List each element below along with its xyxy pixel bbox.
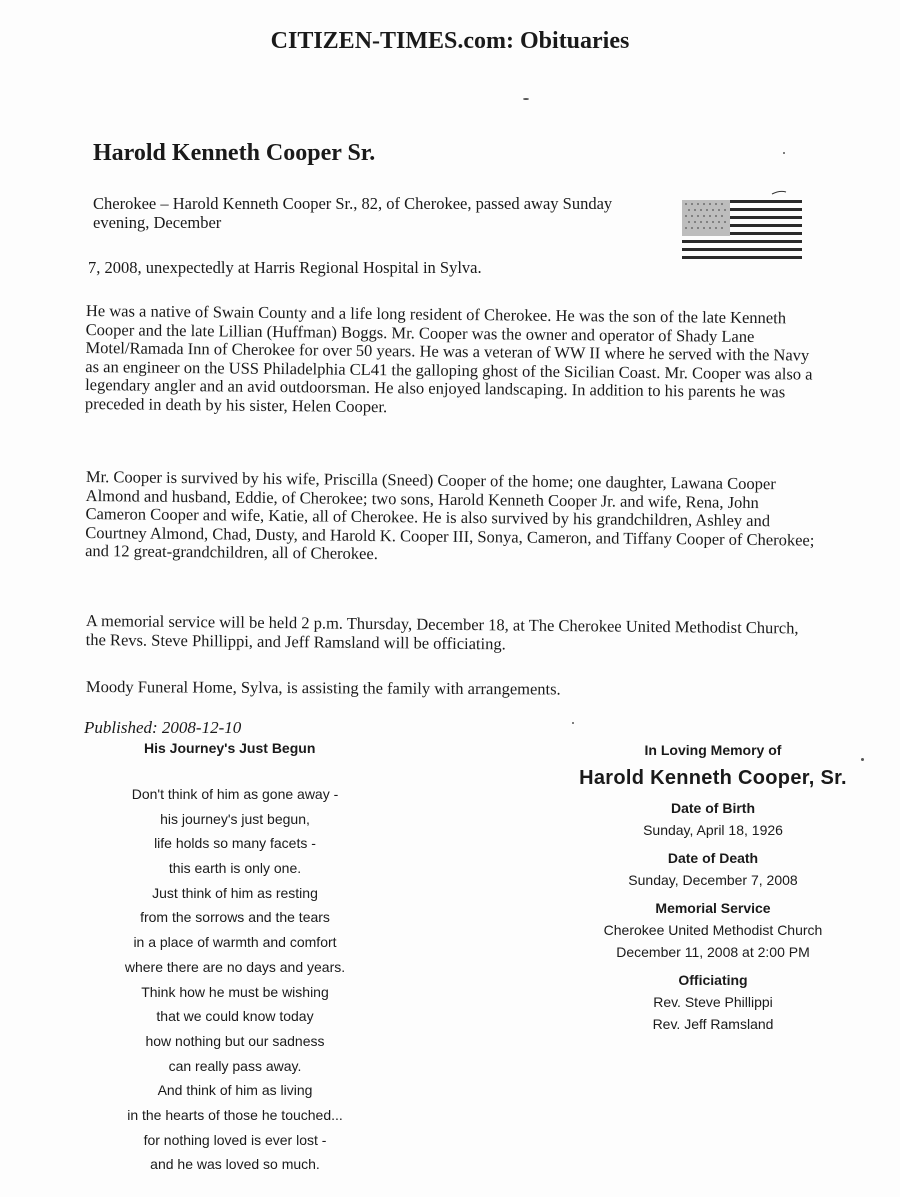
poem-line: how nothing but our sadness bbox=[145, 1032, 325, 1049]
site-title: CITIZEN-TIMES.com: Obituaries bbox=[270, 28, 630, 54]
obituary-intro: Cherokee – Harold Kenneth Cooper Sr., 82, of Cherokee, passed away Sunday evening, December bbox=[93, 194, 613, 232]
poem-line: Think how he must be wishing bbox=[141, 983, 329, 1000]
published-date: Published: 2008-12-10 bbox=[84, 718, 242, 737]
obituary-paragraph-funeral-home: Moody Funeral Home, Sylva, is assisting the family with arrangements. bbox=[85, 677, 561, 699]
poem-line: for nothing loved is ever lost - bbox=[143, 1131, 327, 1148]
officiating-label: Officiating bbox=[678, 972, 748, 988]
us-flag-icon bbox=[680, 188, 806, 264]
poem-line: in a place of warmth and comfort bbox=[133, 934, 337, 951]
death-value: Sunday, December 7, 2008 bbox=[628, 872, 798, 888]
officiant: Rev. Jeff Ramsland bbox=[652, 1016, 774, 1032]
officiant: Rev. Steve Phillippi bbox=[653, 994, 773, 1010]
death-label: Date of Death bbox=[667, 850, 759, 866]
poem-line: Don't think of him as gone away - bbox=[131, 786, 339, 802]
poem-line: this earth is only one. bbox=[168, 860, 302, 877]
birth-label: Date of Birth bbox=[671, 800, 755, 816]
poem-line: life holds so many facets - bbox=[154, 835, 316, 852]
obituary-paragraph-biography: He was a native of Swain County and a life long resident of Cherokee. He was the son of the late Kenneth Cooper and the late Lillian (Huffman) Boggs. Mr. Cooper was the owner and operator of Shady Lane Motel/Ramada Inn of Cherokee for over 50 years. He was a veteran of WW II where he served with the Navy as an engineer on the USS Philadelphia CL41 the galloping ghost of the Sicilian Coast. Mr. Cooper was also a legendary angler and an avid outdoorsman. He also enjoyed landscaping. In addition to his parents he was preceded in death by his sister, Helen Cooper. bbox=[84, 301, 813, 416]
scan-speck bbox=[861, 758, 864, 761]
obituary-paragraph-memorial: A memorial service will be held 2 p.m. Thursday, December 18, at The Cherokee United Methodist Church, the Revs. Steve Phillippi, and Jeff Ramsland will be officiating. bbox=[85, 611, 799, 653]
service-place: Cherokee United Methodist Church bbox=[603, 922, 823, 938]
service-label: Memorial Service bbox=[655, 900, 771, 916]
scan-speck bbox=[572, 722, 574, 724]
scan-speck bbox=[523, 98, 529, 100]
poem-line: his journey's just begun, bbox=[160, 810, 310, 827]
obituary-name: Harold Kenneth Cooper Sr. bbox=[93, 140, 376, 166]
poem-line: from the sorrows and the tears bbox=[140, 909, 330, 926]
service-date: December 11, 2008 at 2:00 PM bbox=[616, 944, 810, 960]
poem-title: His Journey's Just Begun bbox=[144, 740, 316, 756]
poem-line: can really pass away. bbox=[168, 1057, 302, 1074]
poem-line: And think of him as living bbox=[157, 1082, 313, 1099]
poem-line: in the hearts of those he touched... bbox=[127, 1106, 343, 1123]
poem-line: where there are no days and years. bbox=[124, 958, 346, 975]
memorial-name: Harold Kenneth Cooper, Sr. bbox=[579, 767, 847, 789]
poem-line: and he was loved so much. bbox=[150, 1156, 320, 1173]
memorial-card bbox=[548, 739, 878, 1035]
obituary-intro-continued: 7, 2008, unexpectedly at Harris Regional Hospital in Sylva. bbox=[88, 258, 482, 277]
poem bbox=[70, 782, 400, 1177]
poem-line: that we could know today bbox=[156, 1008, 314, 1025]
memorial-heading: In Loving Memory of bbox=[644, 742, 782, 758]
birth-value: Sunday, April 18, 1926 bbox=[643, 822, 783, 838]
obituary-paragraph-survivors: Mr. Cooper is survived by his wife, Priscilla (Sneed) Cooper of the home; one daughter, Lawana Cooper Almond and husband, Eddie, of Cherokee; two sons, Harold Kenneth Cooper Jr. and wife, Rena, John Cameron Cooper and wife, Katie, all of Cherokee. He is also survived by his grandchildren, Ashley and Courtney Almond, Chad, Dusty, and Harold K. Cooper III, Sonya, Cameron, and Tiffany Cooper of Cherokee; and 12 great-grandchildren, all of Cherokee. bbox=[85, 467, 815, 564]
poem-line: Just think of him as resting bbox=[152, 884, 318, 901]
scan-speck bbox=[783, 152, 785, 154]
